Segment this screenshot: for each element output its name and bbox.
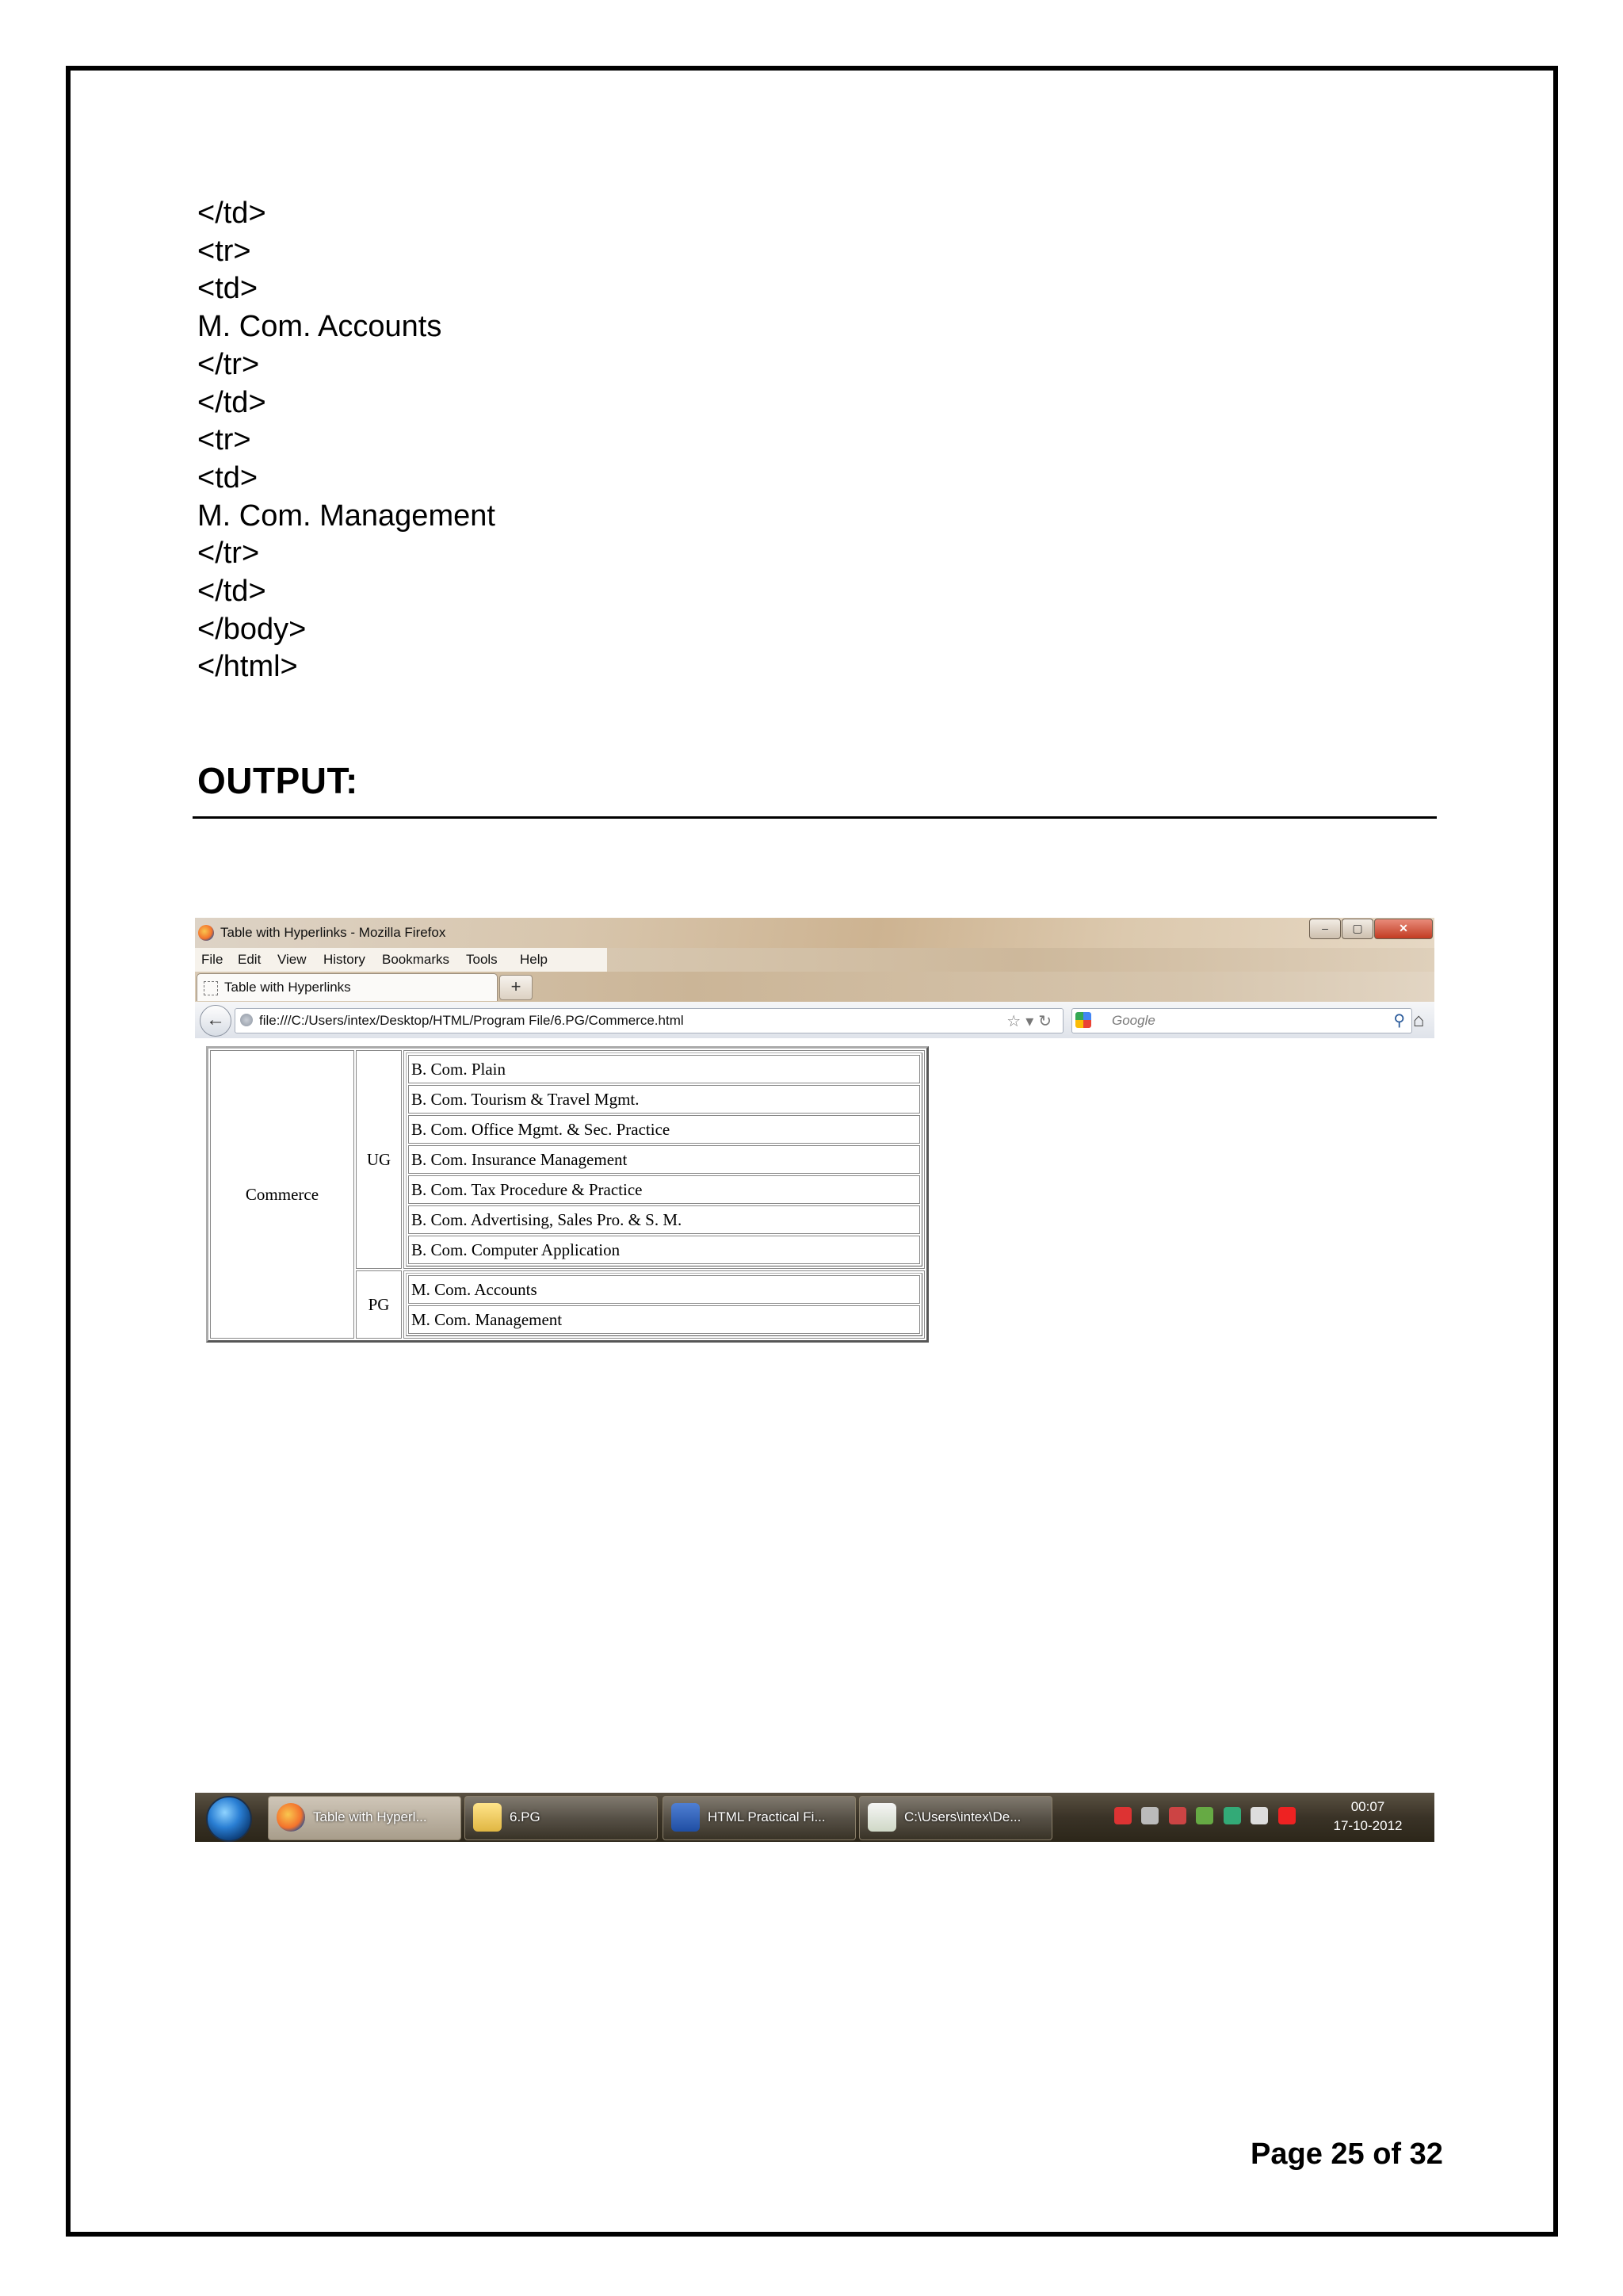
clock-date: 17-10-2012 (1333, 1818, 1403, 1833)
taskbar-firefox[interactable] (268, 1796, 461, 1840)
system-tray (1114, 1807, 1304, 1828)
home-icon[interactable]: ⌂ (1412, 1010, 1425, 1031)
notepad-icon (868, 1803, 896, 1832)
course-cell: B. Com. Computer Application (408, 1236, 920, 1264)
maximize-button[interactable]: ▢ (1342, 919, 1373, 939)
clock-time: 00:07 (1350, 1799, 1385, 1814)
course-cell: M. Com. Accounts (408, 1275, 920, 1304)
volume-icon[interactable] (1251, 1807, 1268, 1824)
code-line: M. Com. Management (197, 499, 495, 533)
window-controls (1308, 919, 1433, 939)
url-text: file:///C:/Users/intex/Desktop/HTML/Program File/6.PG/Commerce.html (259, 1013, 684, 1028)
course-cell: B. Com. Office Mgmt. & Sec. Practice (408, 1115, 920, 1144)
page-icon (204, 981, 218, 995)
window-title: Table with Hyperlinks - Mozilla Firefox (220, 925, 446, 940)
pg-course-table (406, 1273, 922, 1336)
menu-history[interactable]: History (323, 952, 365, 967)
code-line: </tr> (197, 347, 260, 381)
new-tab-button[interactable]: + (499, 975, 533, 1000)
pg-cell: PG (356, 1270, 402, 1339)
bookmark-star-reload-icon[interactable]: ☆▾↻ (1006, 1013, 1056, 1030)
menu-edit[interactable]: Edit (238, 952, 262, 967)
code-line: </tr> (197, 537, 260, 571)
page-number: Page 25 of 32 (1251, 2137, 1443, 2171)
power-icon[interactable] (1196, 1807, 1213, 1824)
taskbar-folder[interactable] (464, 1796, 658, 1840)
taskbar-word[interactable] (663, 1796, 856, 1840)
firefox-icon (277, 1803, 305, 1832)
heading-divider (193, 816, 1437, 819)
menu-view[interactable]: View (277, 952, 307, 967)
menu-bar-background (607, 948, 1434, 972)
output-heading: OUTPUT: (197, 760, 358, 801)
search-placeholder: Google (1112, 1013, 1155, 1028)
browser-screenshot (195, 918, 1434, 1844)
taskbar-label: 6.PG (510, 1809, 540, 1824)
category-cell: Commerce (210, 1050, 354, 1339)
menu-tools[interactable]: Tools (466, 952, 498, 967)
taskbar-label: HTML Practical Fi... (708, 1809, 826, 1824)
minimize-button[interactable]: – (1309, 919, 1341, 939)
code-line: M. Com. Accounts (197, 310, 442, 344)
word-icon (671, 1803, 700, 1832)
taskbar-label: C:\Users\intex\De... (904, 1809, 1022, 1824)
google-icon[interactable] (1075, 1012, 1091, 1028)
course-cell: B. Com. Insurance Management (408, 1145, 920, 1174)
code-line: <tr> (197, 234, 251, 268)
commerce-table (206, 1046, 929, 1343)
back-arrow-icon[interactable]: ← (200, 1005, 231, 1037)
menu-help[interactable]: Help (520, 952, 548, 967)
search-box[interactable] (1071, 1008, 1412, 1033)
tab-label: Table with Hyperlinks (224, 980, 351, 995)
course-cell: M. Com. Management (408, 1305, 920, 1334)
windows-taskbar (195, 1793, 1434, 1842)
network-icon[interactable] (1141, 1807, 1159, 1824)
flag-icon[interactable] (1114, 1807, 1132, 1824)
site-identity-icon (240, 1014, 253, 1026)
code-line: </td> (197, 575, 266, 609)
html-code-listing (197, 195, 495, 686)
address-bar[interactable] (235, 1008, 1064, 1033)
code-line: <td> (197, 272, 258, 306)
firefox-logo-icon (198, 925, 214, 941)
tab-strip (195, 972, 1434, 1002)
window-titlebar[interactable] (195, 918, 1434, 948)
navigation-toolbar (195, 1002, 1434, 1039)
security-icon[interactable] (1224, 1807, 1241, 1824)
close-button[interactable]: ✕ (1374, 919, 1433, 939)
tab-table-with-hyperlinks[interactable] (197, 973, 498, 1001)
course-cell: B. Com. Tax Procedure & Practice (408, 1175, 920, 1204)
menu-bookmarks[interactable]: Bookmarks (382, 952, 450, 967)
menu-bar (195, 948, 607, 972)
monitor-icon[interactable] (1169, 1807, 1186, 1824)
code-line: </td> (197, 197, 266, 230)
course-cell: B. Com. Tourism & Travel Mgmt. (408, 1085, 920, 1114)
ug-cell: UG (356, 1050, 402, 1269)
taskbar-clock[interactable] (1312, 1797, 1423, 1836)
code-line: <tr> (197, 423, 251, 457)
ug-courses-cell (403, 1050, 925, 1269)
page-content (195, 1038, 1434, 1721)
ug-course-table (406, 1052, 922, 1266)
pg-courses-cell (403, 1270, 925, 1339)
code-line: <td> (197, 460, 258, 495)
code-line: </body> (197, 612, 307, 646)
code-line: </td> (197, 385, 266, 419)
code-line: </html> (197, 650, 298, 684)
start-button[interactable] (206, 1796, 252, 1842)
acrobat-icon[interactable] (1278, 1807, 1296, 1824)
search-icon[interactable]: ⚲ (1393, 1012, 1405, 1030)
course-cell: B. Com. Advertising, Sales Pro. & S. M. (408, 1205, 920, 1234)
taskbar-explorer[interactable] (859, 1796, 1052, 1840)
folder-icon (473, 1803, 502, 1832)
menu-file[interactable]: File (201, 952, 223, 967)
course-cell: B. Com. Plain (408, 1055, 920, 1083)
taskbar-label: Table with Hyperl... (313, 1809, 427, 1824)
